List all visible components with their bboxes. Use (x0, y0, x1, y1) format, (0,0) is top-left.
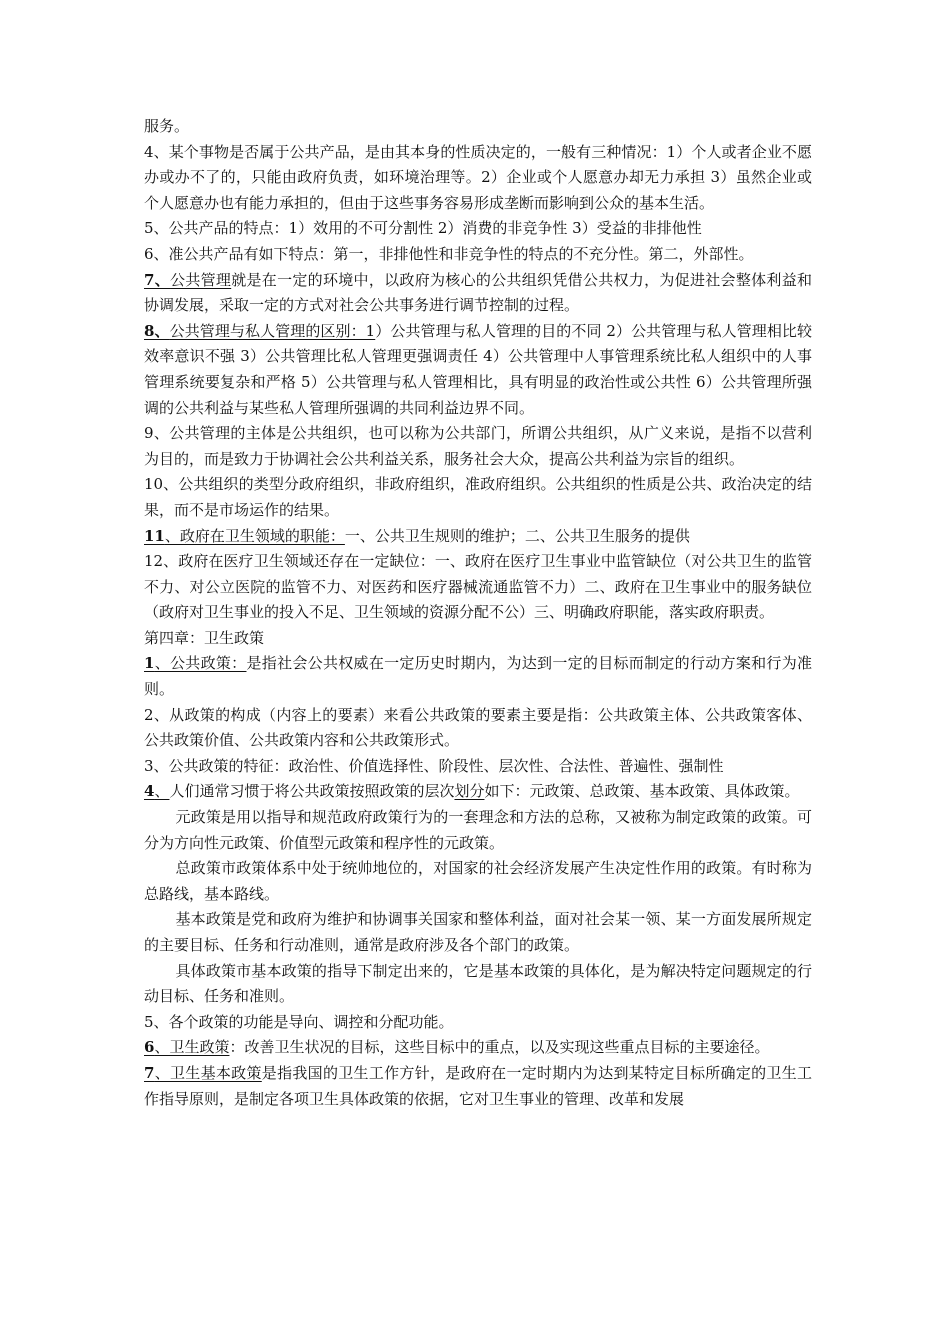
heading-term: 、卫生基本政策 (154, 1063, 262, 1082)
paragraph-basic-policy: 基本政策是党和政府为维护和协调事关国家和整体利益，面对社会某一领、某一方面发展所规定的主要目标、任务和行动准则，通常是政府涉及各个部门的政策。 (144, 910, 812, 954)
heading-term: 公共管理 (170, 270, 232, 289)
paragraph-11-government-functions (144, 524, 812, 550)
underlined-term: 划分 (454, 782, 485, 801)
paragraph-6-health-policy (144, 1035, 812, 1061)
paragraph-body: 如下：元政策、总政策、基本政策、具体政策。 (484, 782, 800, 801)
paragraph-meta-policy: 元政策是用以指导和规范政府政策行为的一套理念和方法的总称，又被称为制定政策的政策。可分为方向性元政策、价值型元政策和程序性的元政策。 (144, 808, 812, 852)
paragraph-1-public-policy (144, 651, 812, 702)
heading-term: 、卫生政策 (154, 1038, 230, 1057)
paragraph-continuation: 服务。 (144, 117, 190, 135)
heading-number: 8、 (144, 321, 170, 340)
paragraph-body: 就是在一定的环境中，以政府为核心的公共组织凭借公共权力，为促进社会整体利益和协调发展，采取一定的方式对社会公共事务进行调节控制的过程。 (144, 270, 812, 315)
paragraph-4-policy-levels (144, 779, 812, 805)
heading-number: 11 (144, 526, 165, 545)
paragraph-body: ：改善卫生状况的目标，这些目标中的重点，以及实现这些重点目标的主要途径。 (229, 1038, 770, 1057)
heading-number: 4 (144, 782, 155, 801)
heading-term: 、 (154, 782, 170, 801)
document-page (144, 114, 812, 1112)
paragraph-12-government-gaps: 12、政府在医疗卫生领域还存在一定缺位：一、政府在医疗卫生事业中监管缺位（对公共卫生的监管不力、对公立医院的监管不力、对医药和医疗器械流通监管不力）二、政府在卫生事业中的服务缺位（政府对卫生事业的投入不足、卫生领域的资源分配不公）三、明确政府职能，落实政府职责。 (144, 552, 812, 622)
paragraph-5-public-goods-features: 5、公共产品的特点：1）效用的不可分割性 2）消费的非竞争性 3）受益的非排他性 (144, 219, 702, 238)
paragraph-7-basic-health-policy (144, 1061, 812, 1112)
heading-term: 、政府在卫生领域的职能： (164, 526, 345, 545)
heading-number: 6 (144, 1038, 155, 1057)
paragraph-specific-policy: 具体政策市基本政策的指导下制定出来的，它是基本政策的具体化，是为解决特定问题规定的行动目标、任务和准则。 (144, 961, 812, 1006)
paragraph-6-quasi-public-goods: 6、准公共产品有如下特点：第一，非排他性和非竞争性的特点的不充分性。第二，外部性。 (144, 244, 754, 263)
paragraph-4-public-goods-cases: 4、某个事物是否属于公共产品，是由其本身的性质决定的，一般有三种情况：1）个人或者企业不愿办或办不了的，只能由政府负责，如环境治理等。2）企业或个人愿意办却无力承担 3）虽然企业或个人愿意办也有能力承担的，但由于这些事务容易形成垄断而影响到公众的基本生活。 (144, 142, 812, 212)
heading-number: 7 (144, 1063, 155, 1082)
paragraph-body: 是指社会公共权威在一定历史时期内，为达到一定的目标而制定的行动方案和行为准则。 (144, 654, 812, 699)
paragraph-body: 人们通常习惯于将公共政策按照政策的层次 (169, 782, 455, 801)
paragraph-5-policy-functions: 5、各个政策的功能是导向、调控和分配功能。 (144, 1012, 454, 1031)
paragraph-9-public-organization: 9、公共管理的主体是公共组织，也可以称为公共部门，所谓公共组织，从广义来说，是指不以营利为目的，而是致力于协调社会公共利益关系，服务社会大众，提高公共利益为宗旨的组织。 (144, 424, 812, 468)
paragraph-7-public-management (144, 268, 812, 319)
paragraph-8-public-vs-private (144, 319, 812, 421)
heading-number: 1 (144, 654, 155, 673)
chapter-heading: 第四章：卫生政策 (144, 628, 265, 647)
paragraph-body: 一、公共卫生规则的维护；二、公共卫生服务的提供 (344, 526, 690, 545)
paragraph-10-organization-types: 10、公共组织的类型分政府组织，非政府组织，准政府组织。公共组织的性质是公共、政治决定的结果，而不是市场运作的结果。 (144, 475, 812, 519)
heading-number: 7、 (144, 270, 171, 289)
paragraph-body: ）公共管理与私人管理的目的不同 2）公共管理与私人管理相比较效率意识不强 3）公共管理比私人管理更强调责任 4）公共管理中人事管理系统比私人组织中的人事管理系统要复杂和严格 5）公共管理与私人管理相比，具有明显的政治性或公共性 6）公共管理所强调的公共利益与某些私人管理所强调的共同利益边界不同。 (144, 321, 813, 417)
paragraph-body: 是指我国的卫生工作方针，是政府在一定时期内为达到某特定目标所确定的卫生工作指导原则，是制定各项卫生具体政策的依据，它对卫生事业的管理、改革和发展 (144, 1063, 812, 1108)
paragraph-3-policy-features: 3、公共政策的特征：政治性、价值选择性、阶段性、层次性、合法性、普遍性、强制性 (144, 756, 724, 775)
heading-term: 、公共政策： (154, 654, 247, 673)
paragraph-2-policy-elements: 2、从政策的构成（内容上的要素）来看公共政策的要素主要是指：公共政策主体、公共政策客体、公共政策价值、公共政策内容和公共政策形式。 (144, 705, 812, 750)
paragraph-general-policy: 总政策市政策体系中处于统帅地位的，对国家的社会经济发展产生决定性作用的政策。有时称为总路线，基本路线。 (144, 859, 812, 903)
heading-term: 公共管理与私人管理的区别：1 (169, 321, 376, 340)
